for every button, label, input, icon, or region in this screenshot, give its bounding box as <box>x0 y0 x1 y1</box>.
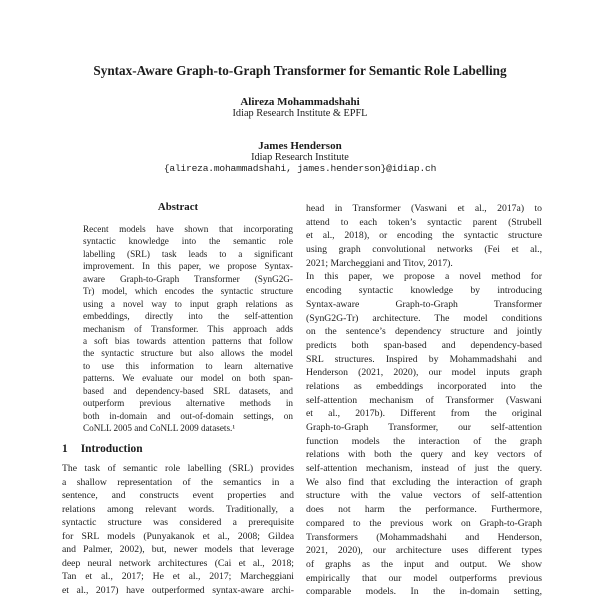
section-number: 1 <box>62 443 68 455</box>
text-line: mechanism of Transformer. This approach adds <box>83 323 293 334</box>
text-line: comparable models. In the in-domain setting, <box>306 586 542 598</box>
text-line: outperform previous alternative methods in <box>83 398 293 409</box>
text-line: Transformers (Mohammadshahi and Henderson, <box>306 531 542 543</box>
text-line: a soft bias towards attention patterns that follow <box>83 335 293 346</box>
abstract-text <box>83 223 293 434</box>
text-line: predicts both span-based and dependency-based <box>306 339 542 351</box>
author-1-name: Alireza Mohammadshahi <box>240 96 360 108</box>
text-line: syntactic structure was considered a prerequisite <box>62 517 294 528</box>
text-line: compared to the previous work on Graph-to-Graph <box>306 517 542 529</box>
text-line: both in-domain and out-of-domain settings, on <box>83 410 293 421</box>
text-line: empirically that our model outperforms previous <box>306 572 542 584</box>
text-line: structure with the value vectors of self-attention <box>306 490 542 502</box>
text-line: sentence, and constructs event properties and <box>62 490 294 501</box>
text-line: to use this information to learn alternative <box>83 360 293 371</box>
text-line: encoding syntactic knowledge by introducing <box>306 285 542 297</box>
text-line: Graph-to-Graph Transformer, our self-attention <box>306 422 542 433</box>
text-line: aware Graph-to-Graph Transformer (SynG2G- <box>83 273 293 284</box>
text-line: et al., 2017) have outperformed syntax-aware archi- <box>62 584 294 596</box>
text-line: Tr) model, which encodes the syntactic structure <box>83 286 293 297</box>
section-heading-introduction <box>62 443 294 455</box>
text-line: Tan et al., 2017; He et al., 2017; Marcheggiani <box>62 571 294 582</box>
text-line: a shallow representation of the semantics in a <box>62 476 294 488</box>
text-line: the syntactic structure but also allows the model <box>83 348 293 359</box>
text-line: on the sentence’s dependency structure and jointly <box>306 326 542 338</box>
section-title: Introduction <box>80 443 143 455</box>
paper-title: Syntax-Aware Graph-to-Graph Transformer for Semantic Role Labelling <box>93 63 507 78</box>
author-1-affiliation: Idiap Research Institute & EPFL <box>232 108 368 119</box>
author-2-block <box>0 140 600 174</box>
text-line: self-attention mechanism, instead of just the query. <box>306 463 542 475</box>
right-column-text <box>306 202 542 599</box>
author-2-name: James Henderson <box>258 140 342 152</box>
text-line: of graphs as the input and output. We show <box>306 558 542 570</box>
text-line: SRL structures. Inspired by Mohammadshahi and <box>306 353 542 365</box>
text-line: In this paper, we propose a novel method for <box>306 271 542 283</box>
text-line: based and dependency-based SRL datasets, and <box>83 385 293 396</box>
text-line: function models the interaction of the graph <box>306 435 542 447</box>
text-line: improvement. In this paper, we propose Syntax- <box>83 261 293 272</box>
text-line: CoNLL 2005 and CoNLL 2009 datasets.¹ <box>83 423 236 433</box>
text-line: labelling (SRL) task leads to a significant <box>83 248 293 259</box>
text-line: syntactic knowledge into the semantic role <box>83 236 293 247</box>
text-line: patterns. We evaluate our model on both span- <box>83 373 293 384</box>
abstract-heading: Abstract <box>157 201 199 213</box>
text-line: attend to each token’s syntactic parent (Strubell <box>306 216 542 228</box>
text-line: self-attention mechanism of Transformer (Vaswani <box>306 394 542 406</box>
text-line: embeddings, directly into the self-attention <box>83 311 293 322</box>
text-line: relations as embeddings incorporated into the <box>306 380 542 392</box>
text-line: We also find that excluding the interaction of graph <box>306 476 542 488</box>
text-line: deep neural network architectures (Cai et al., 2018; <box>62 557 294 569</box>
text-line: Henderson (2021, 2020), our model inputs graph <box>306 367 542 379</box>
text-line: using graph convolutional networks (Fei et al., <box>306 244 542 256</box>
text-line: Syntax-aware Graph-to-Graph Transformer <box>306 298 542 310</box>
introduction-text <box>62 462 294 597</box>
text-line: 2021, 2020), our architecture uses different types <box>306 545 542 557</box>
text-line: The task of semantic role labelling (SRL) provides <box>62 463 294 474</box>
text-line: et al., 2017b). Different from the original <box>306 408 542 420</box>
text-line: relations with both the query and key vectors of <box>306 449 542 461</box>
author-email: {alireza.mohammadshahi, james.henderson}@idiap.ch <box>163 163 437 174</box>
author-2-affiliation: Idiap Research Institute <box>251 152 349 163</box>
text-line: head in Transformer (Vaswani et al., 2017a) to <box>306 203 542 214</box>
text-line: 2021; Marcheggiani and Titov, 2017). <box>306 257 453 269</box>
author-1-block <box>0 96 600 119</box>
text-line: for SRL models (Punyakanok et al., 2008; Gildea <box>62 530 294 542</box>
text-line: relations among relevant words. Traditionally, a <box>62 503 294 515</box>
text-line: Recent models have shown that incorporating <box>83 224 293 234</box>
text-line: and Palmer, 2002), but, newer models that leverage <box>62 544 294 555</box>
text-line: using a novel way to input graph relations as <box>83 298 293 309</box>
text-line: does not harm the performance. Furthermore, <box>306 504 542 516</box>
text-line: (SynG2G-Tr) architecture. The model conditions <box>306 312 542 324</box>
text-line: et al., 2018), or encoding the syntactic structure <box>306 230 542 242</box>
